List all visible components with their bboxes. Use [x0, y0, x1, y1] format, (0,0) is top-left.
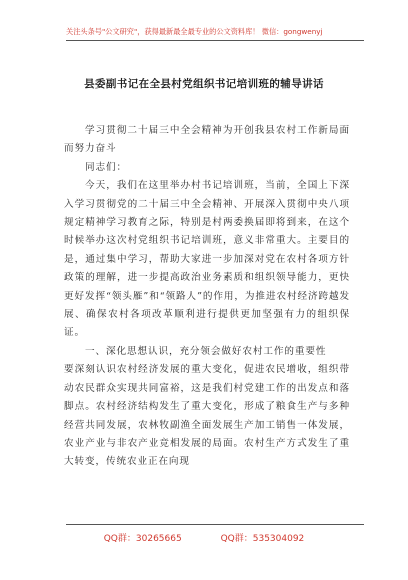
footer-qq-group-1: QQ群：30265665: [103, 534, 182, 544]
subtitle-paragraph: 学习贯彻二十届三中全会精神为开创我县农村工作新局面而努力奋斗: [64, 125, 350, 155]
footer-note: [0, 531, 408, 544]
document-title: 县委副书记在全县村党组织书记培训班的辅导讲话: [84, 78, 324, 90]
footer-divider: [66, 524, 364, 525]
document-body: [64, 122, 350, 472]
body-paragraph: 要深刻认识农村经济发展的重大变化，促进农民增收，组织带动农民群众实现共同富裕，这是我们村党建工作的出发点和落脚点。农村经济结构发生了重大变化，形成了粮食生产与多种经营共同发展，农林牧副渔全面发展生产加工销售一体发展，农业产业与非农产业竞相发展的局面。农村生产方式发生了重大转变，传统农业正在向现: [64, 364, 350, 468]
header-divider: [66, 40, 364, 41]
header-note: 关注头条号"公文研究"，获得最新最全最专业的公文资料库！ 微信：gongwenyj: [66, 27, 323, 36]
footer-qq-group-2: QQ群：535304092: [220, 534, 305, 544]
salutation: 同志们：: [85, 161, 127, 173]
body-paragraph: 今天，我们在这里举办村书记培训班，当前，全国上下深入学习贯彻党的二十届三中全会精神、开展深入贯彻中央八项规定精神学习教育之际，特别是村两委换届即将到来，在这个时候举办这次村党组织书记培训班，意义非常重大。主要目的是，通过集中学习，帮助大家进一步加深对党在农村各项方针政策的理解，进一步提高政治业务素质和组织领导能力，更快更好发挥“领头雁”和“领路人”的作用，为推进农村经济跨越发展、确保农村各项改革顺利进行提供更加坚强有力的组织保证。: [64, 180, 350, 339]
section-heading: 一、深化思想认识，充分领会做好农村工作的重要性: [85, 345, 327, 357]
